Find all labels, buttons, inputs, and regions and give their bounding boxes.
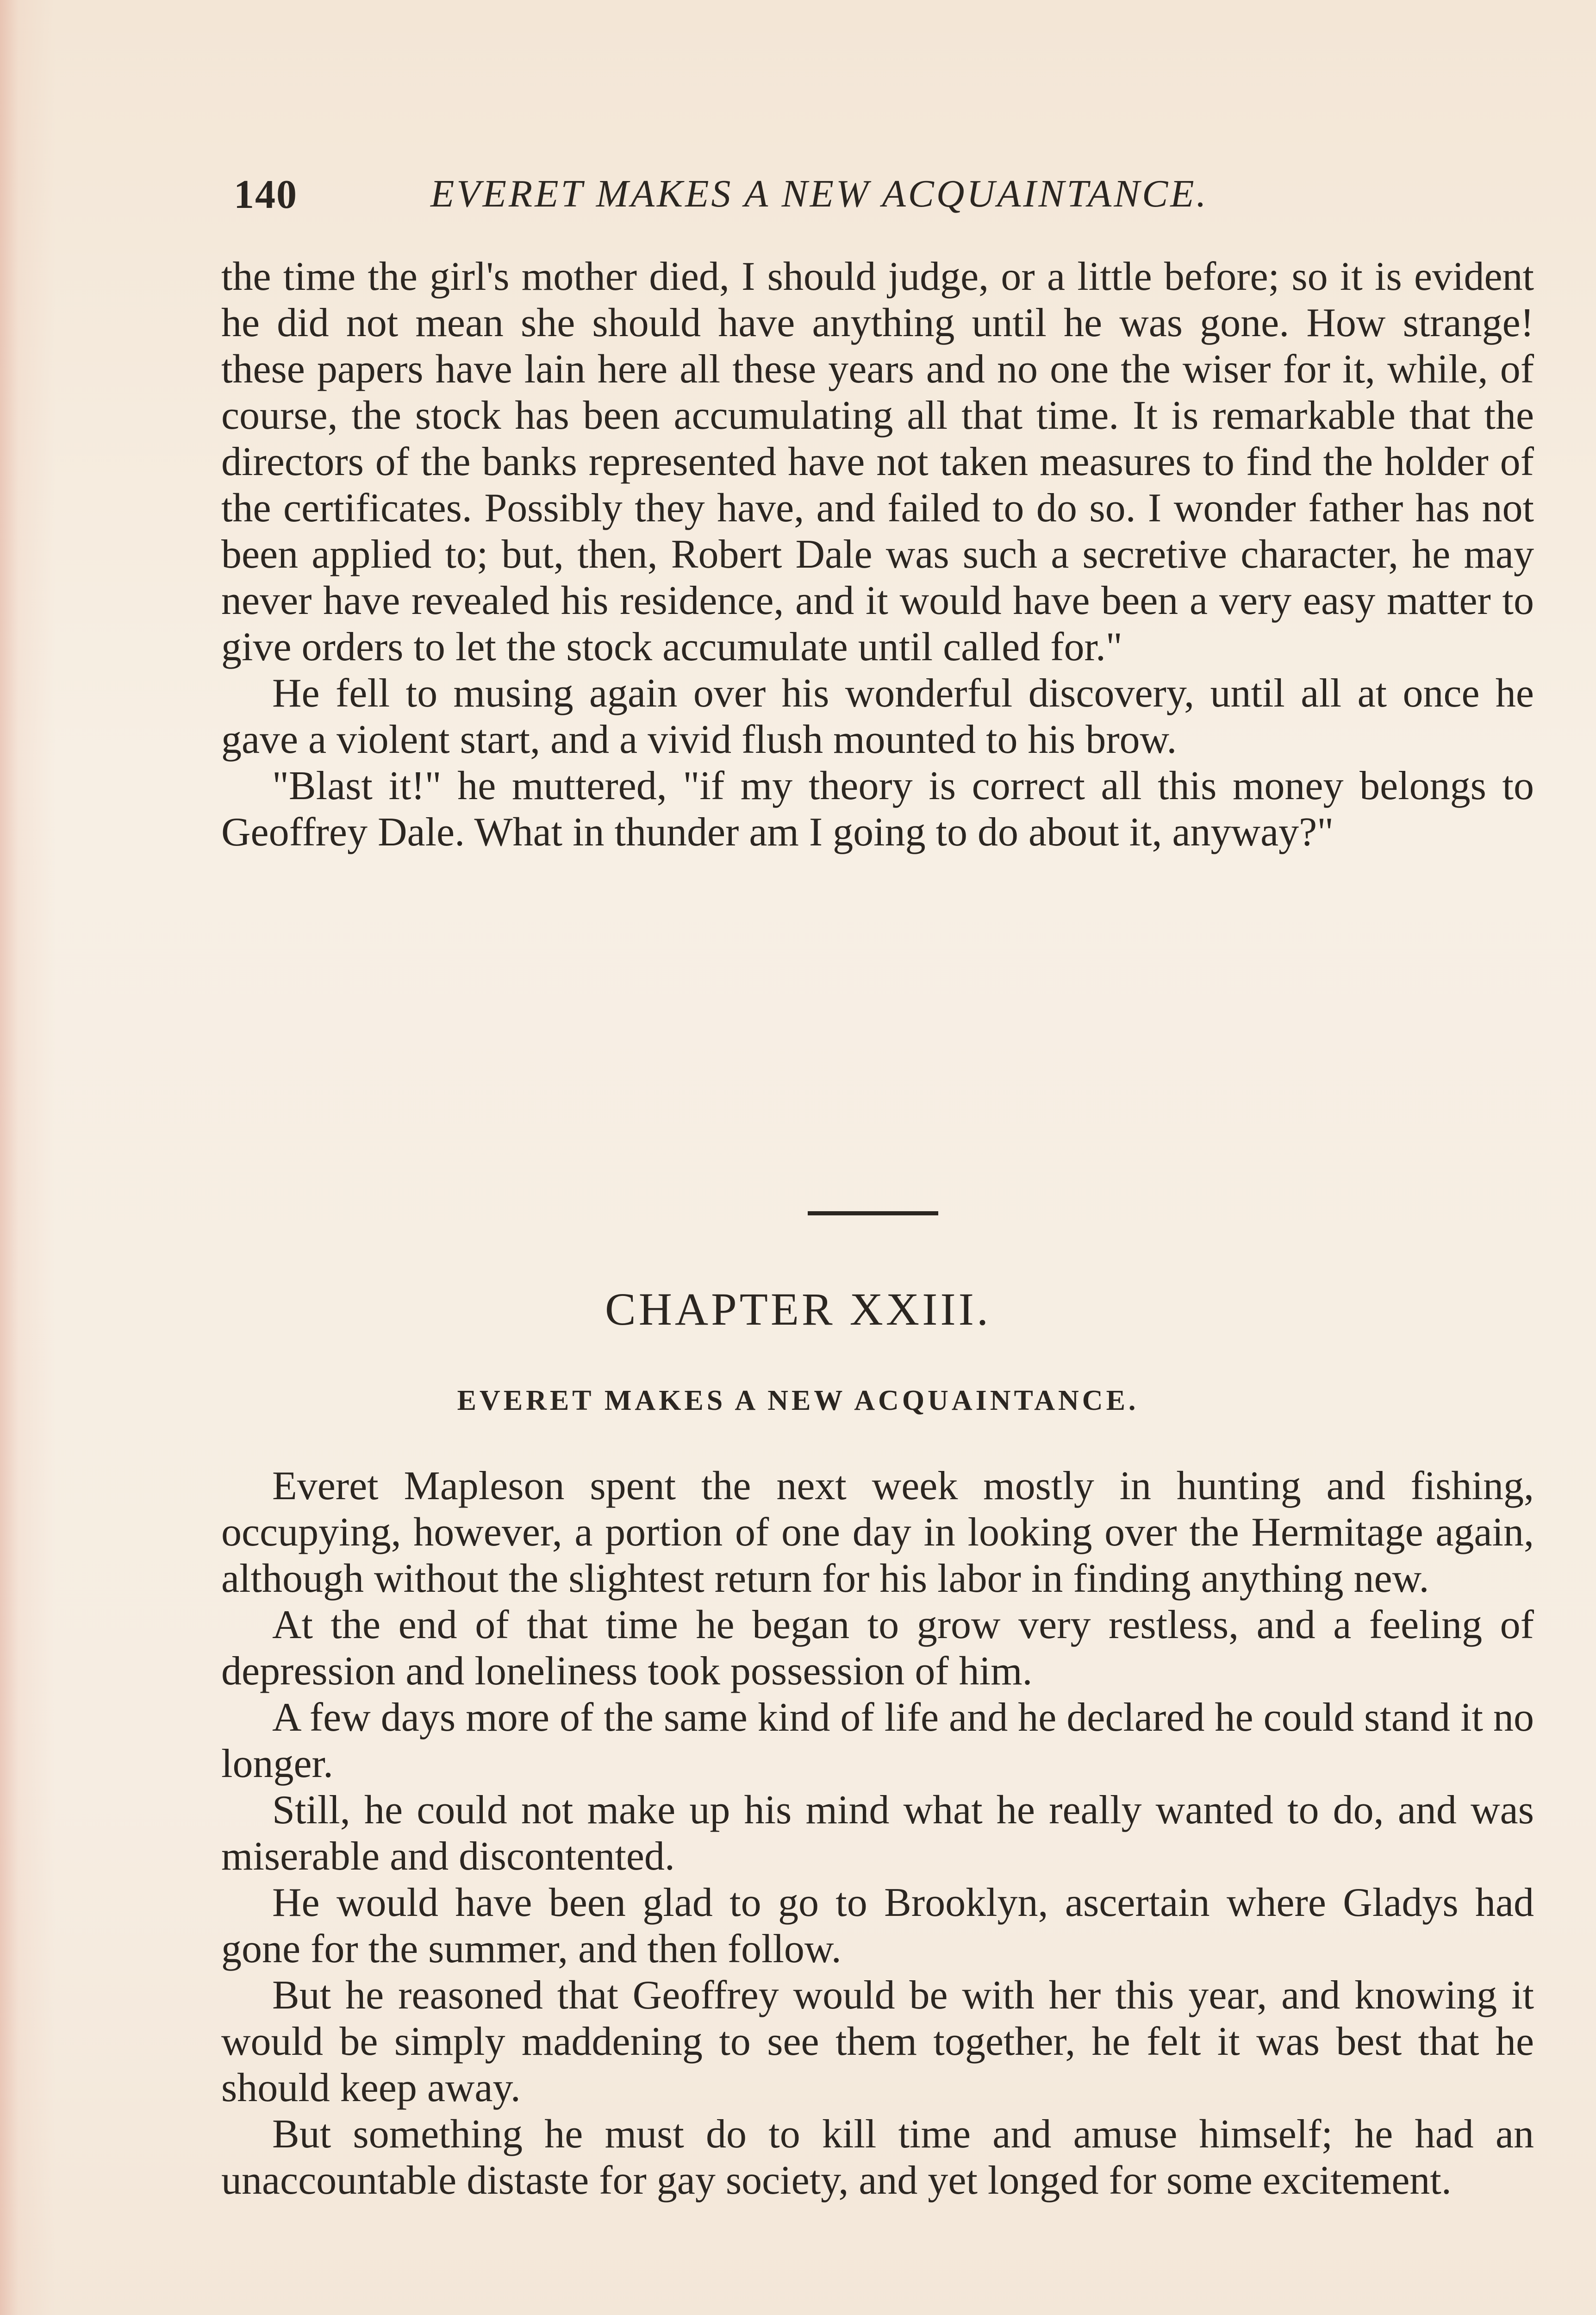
paragraph: He fell to musing again over his wonderful discovery, until all at once he gave a violent start, and a vivid flush mounted to his brow.: [221, 671, 1534, 762]
page-number: 140: [234, 172, 298, 217]
paragraph: "Blast it!" he muttered, "if my theory is correct all this money belongs to Geoffrey Dale. What in thunder am I going to do about it, anyway?": [221, 763, 1534, 855]
paragraph: But he reasoned that Geoffrey would be with her this year, and knowing it would be simply maddening to see them together, he felt it was best that he should keep away.: [221, 1973, 1534, 2110]
paragraph: Everet Mapleson spent the next week mostly in hunting and fishing, occupying, however, a portion of one day in looking over the Hermitage again, although without the slightest return for his labor in finding anything new.: [221, 1464, 1534, 1601]
section-divider: [808, 1211, 938, 1215]
continued-text: [221, 254, 1534, 856]
paragraph: Still, he could not make up his mind what he really wanted to do, and was miserable and discontented.: [221, 1788, 1534, 1879]
running-title: EVERET MAKES A NEW ACQUAINTANCE.: [430, 172, 1209, 215]
chapter-subtitle: EVERET MAKES A NEW ACQUAINTANCE.: [457, 1385, 1139, 1416]
paragraph: He would have been glad to go to Brooklyn, ascertain where Gladys had gone for the summer, and then follow.: [221, 1880, 1534, 1971]
paragraph: At the end of that time he began to grow very restless, and a feeling of depression and loneliness took possession of him.: [221, 1602, 1534, 1694]
running-head: [0, 171, 1596, 222]
paragraph: the time the girl's mother died, I should judge, or a little before; so it is evident he did not mean she should have anything until he was gone. How strange! these papers have lain here all these years and no one the wiser for it, while, of course, the stock has been accumulating all that time. It is remarkable that the directors of the banks represented have not taken measures to find the holder of the certificates. Possibly they have, and failed to do so. I wonder father has not been applied to; but, then, Robert Dale was such a secretive character, he may never have revealed his residence, and it would have been a very easy matter to give orders to let the stock accumulate until called for.": [221, 254, 1534, 669]
paragraph: A few days more of the same kind of life and he declared he could stand it no longer.: [221, 1695, 1534, 1786]
chapter-text: [221, 1463, 1534, 2204]
chapter-heading: CHAPTER XXIII.: [605, 1283, 991, 1335]
paragraph: But something he must do to kill time and amuse himself; he had an unaccountable distaste for gay society, and yet longed for some excitement.: [221, 2112, 1534, 2203]
